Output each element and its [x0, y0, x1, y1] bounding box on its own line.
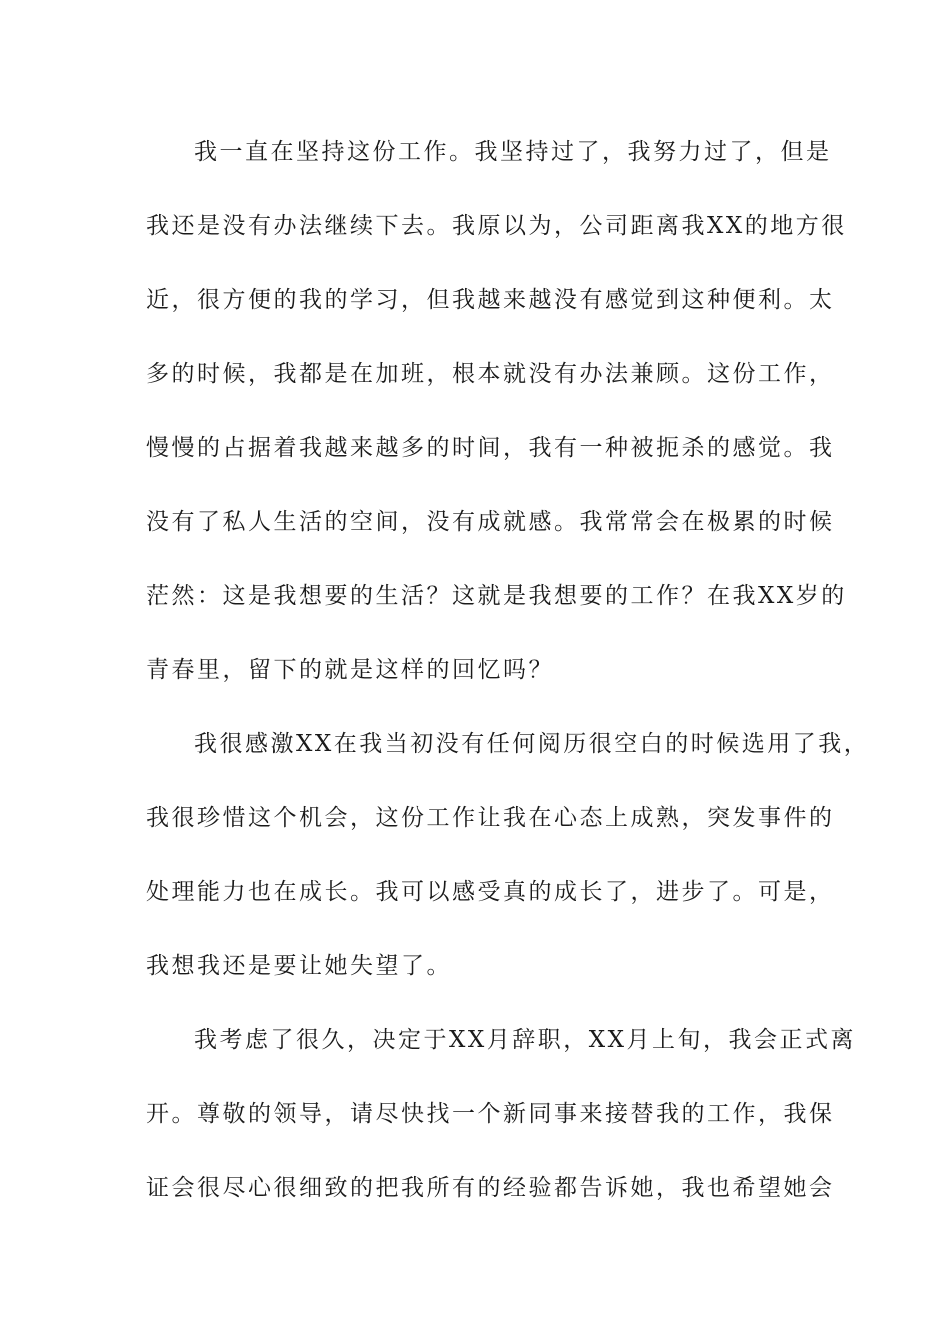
paragraph-2-line-3: 处理能力也在成长。我可以感受真的成长了，进步了。可是，: [146, 879, 835, 905]
paragraph-3-line-2: 开。尊敬的领导，请尽快找一个新同事来接替我的工作，我保: [146, 1101, 835, 1127]
paragraph-1-line-7: 茫然：这是我想要的生活？这就是我想要的工作？在我XX岁的: [146, 583, 847, 609]
paragraph-3-line-1: 我考虑了很久，决定于XX月辞职，XX月上旬，我会正式离: [194, 1027, 856, 1053]
paragraph-1-line-3: 近，很方便的我的学习，但我越来越没有感觉到这种便利。太: [146, 287, 835, 313]
paragraph-2-line-4: 我想我还是要让她失望了。: [146, 953, 452, 979]
paragraph-2-line-2: 我很珍惜这个机会，这份工作让我在心态上成熟，突发事件的: [146, 805, 835, 831]
paragraph-1-line-8: 青春里，留下的就是这样的回忆吗？: [146, 657, 554, 683]
paragraph-3-line-3: 证会很尽心很细致的把我所有的经验都告诉她，我也希望她会: [146, 1175, 835, 1201]
paragraph-1-line-6: 没有了私人生活的空间，没有成就感。我常常会在极累的时候: [146, 509, 835, 535]
paragraph-1-line-4: 多的时候，我都是在加班，根本就没有办法兼顾。这份工作，: [146, 361, 835, 387]
paragraph-2-line-1: 我很感激XX在我当初没有任何阅历很空白的时候选用了我，: [194, 731, 870, 757]
paragraph-1-line-1: 我一直在坚持这份工作。我坚持过了，我努力过了，但是: [194, 139, 832, 165]
paragraph-1-line-5: 慢慢的占据着我越来越多的时间，我有一种被扼杀的感觉。我: [146, 435, 835, 461]
paragraph-1-line-2: 我还是没有办法继续下去。我原以为，公司距离我XX的地方很: [146, 213, 847, 239]
